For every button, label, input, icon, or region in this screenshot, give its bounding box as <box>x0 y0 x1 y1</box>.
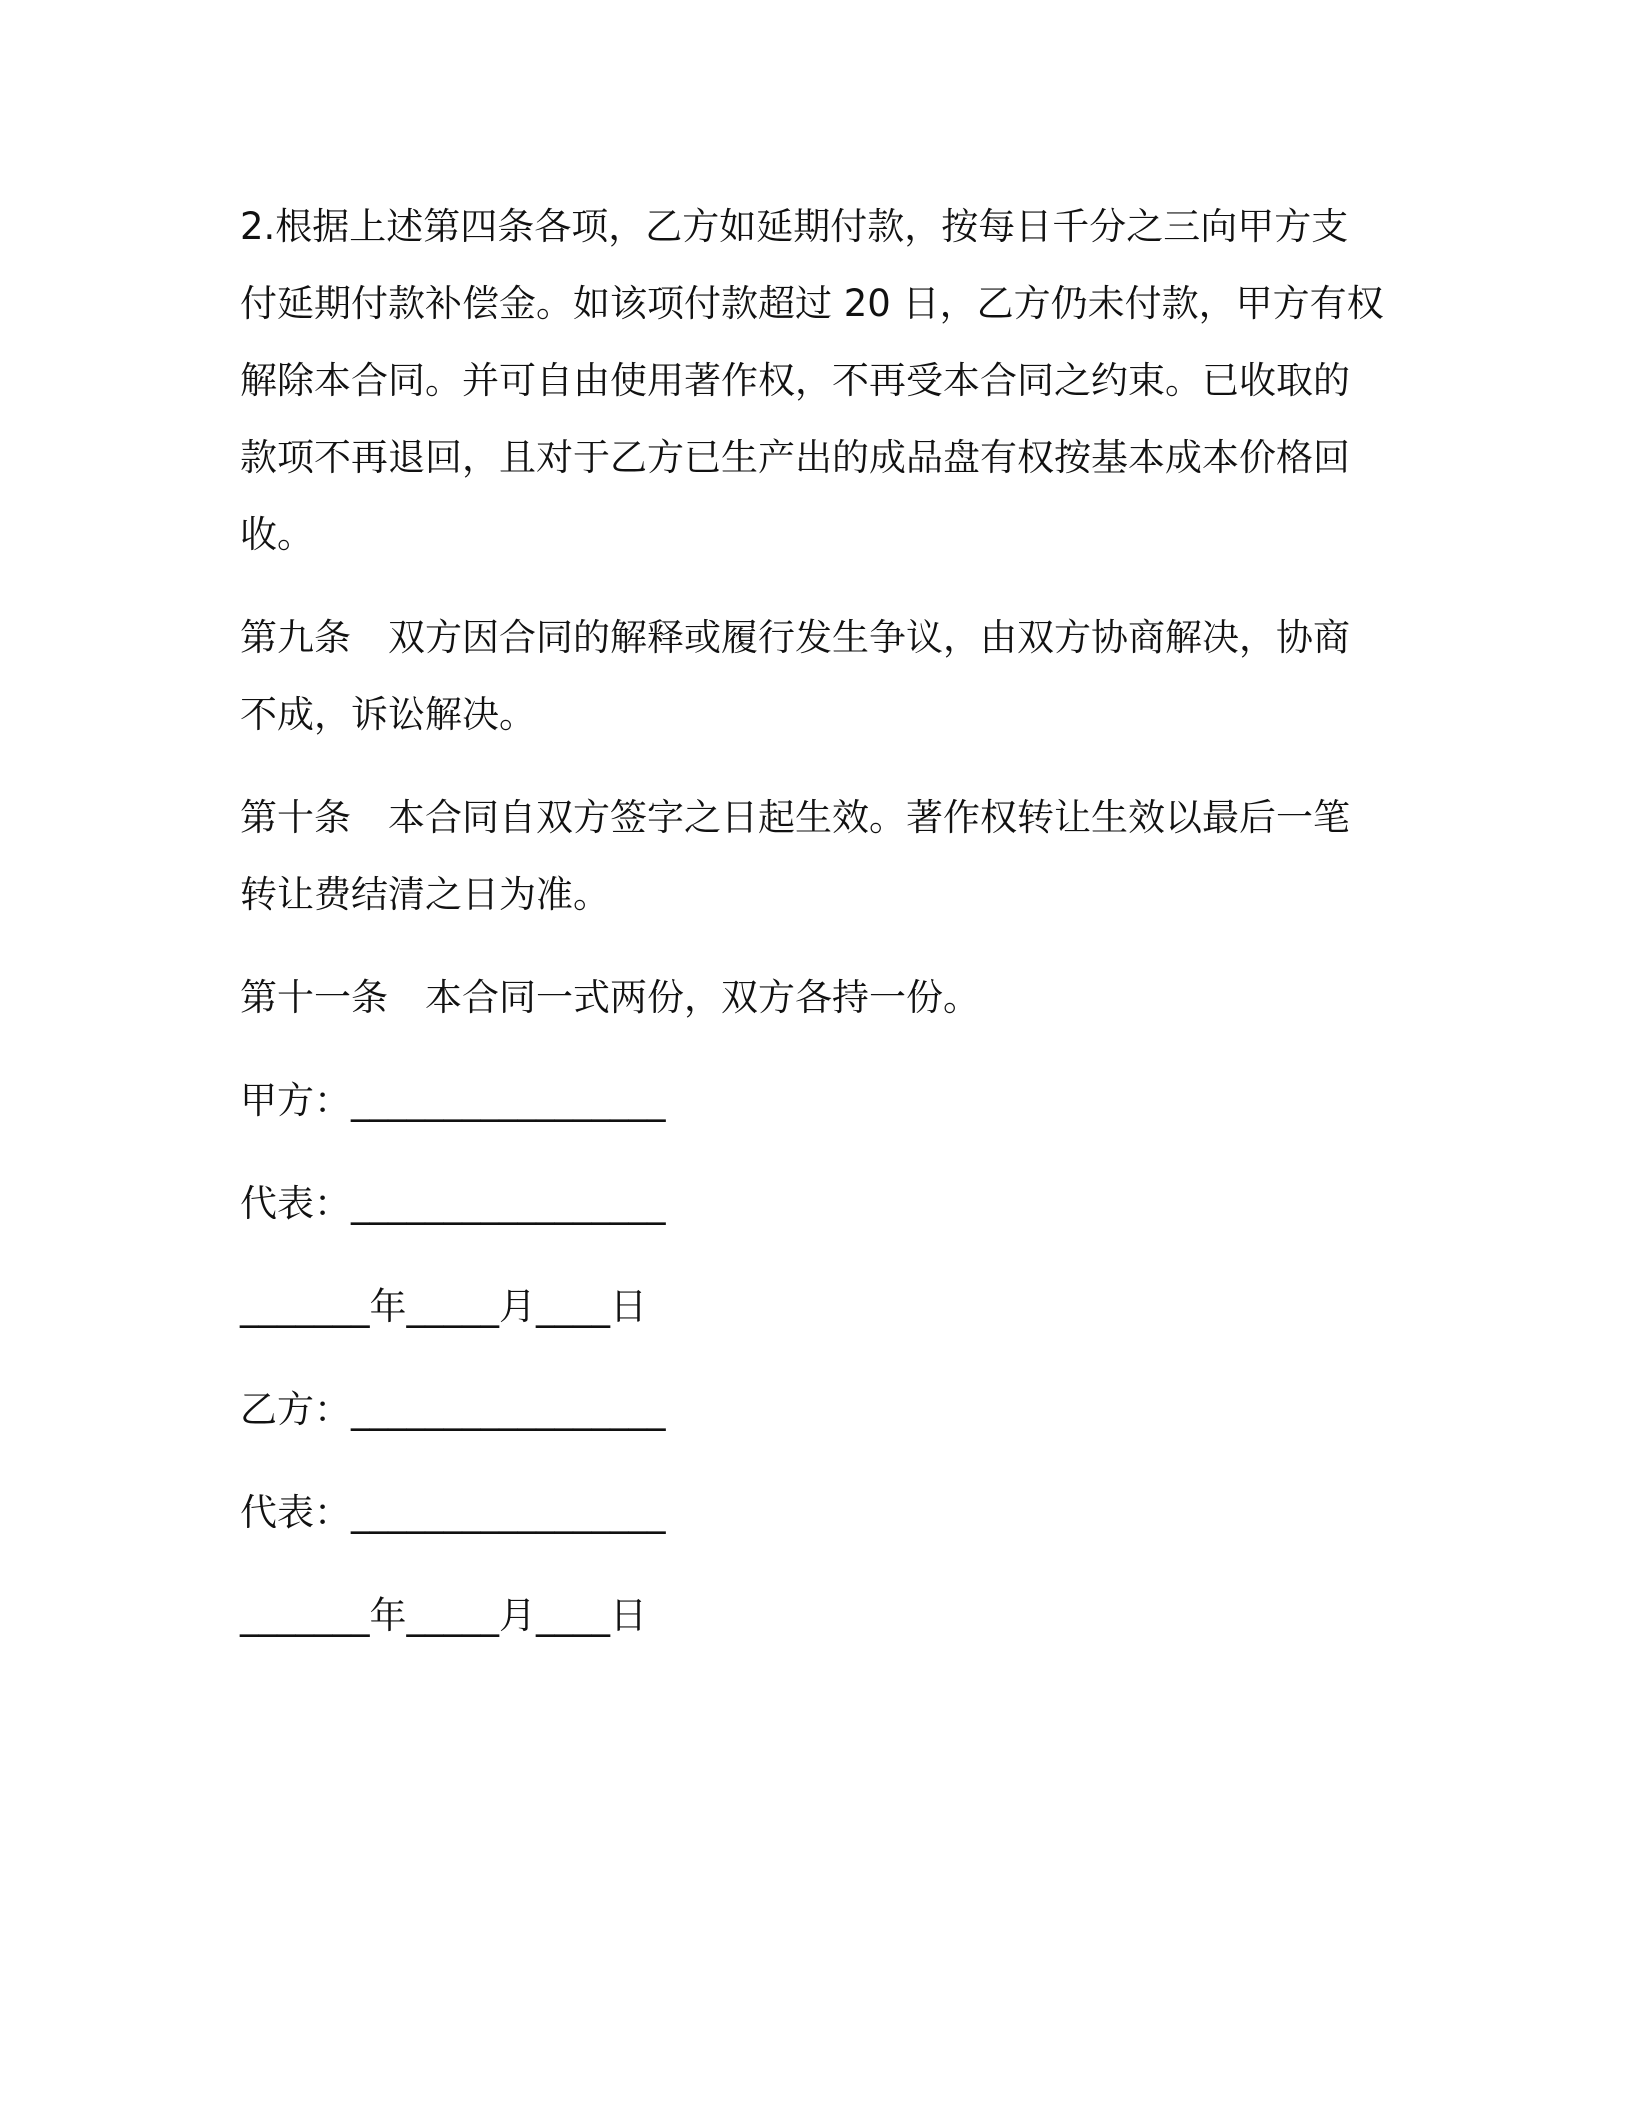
party-a-representative-line: 代表：_________________ <box>240 1182 666 1225</box>
article-10-line: 第十条 本合同自双方签字之日起生效。著作权转让生效以最后一笔 <box>240 796 1350 839</box>
article-11-text: 第十一条 本合同一式两份，双方各持一份。 <box>240 976 980 1019</box>
article-9-line: 不成，诉讼解决。 <box>240 693 536 736</box>
clause-2-line: 解除本合同。并可自由使用著作权，不再受本合同之约束。已收取的 <box>240 359 1350 402</box>
document-body <box>240 188 1400 1680</box>
party-a-date-line: _______年_____月____日 <box>240 1285 647 1328</box>
clause-2-line: 付延期付款补偿金。如该项付款超过 20 日，乙方仍未付款，甲方有权 <box>240 282 1384 325</box>
clause-2-late-payment <box>240 188 1400 573</box>
party-b-representative-line: 代表：_________________ <box>240 1491 666 1534</box>
clause-2-line: 款项不再退回，且对于乙方已生产出的成品盘有权按基本成本价格回 <box>240 436 1350 479</box>
clause-2-line: 2.根据上述第四条各项，乙方如延期付款，按每日千分之三向甲方支 <box>240 205 1349 248</box>
party-a-signature-line: 甲方：_________________ <box>240 1079 666 1122</box>
article-11-copies <box>240 959 1400 1036</box>
article-10-effectiveness <box>240 779 1400 933</box>
article-9-disputes <box>240 599 1400 753</box>
party-b-date-line: _______年_____月____日 <box>240 1594 647 1637</box>
article-9-line: 第九条 双方因合同的解释或履行发生争议，由双方协商解决，协商 <box>240 616 1350 659</box>
clause-2-line: 收。 <box>240 513 314 556</box>
article-10-line: 转让费结清之日为准。 <box>240 873 610 916</box>
party-b-signature-line: 乙方：_________________ <box>240 1388 666 1431</box>
